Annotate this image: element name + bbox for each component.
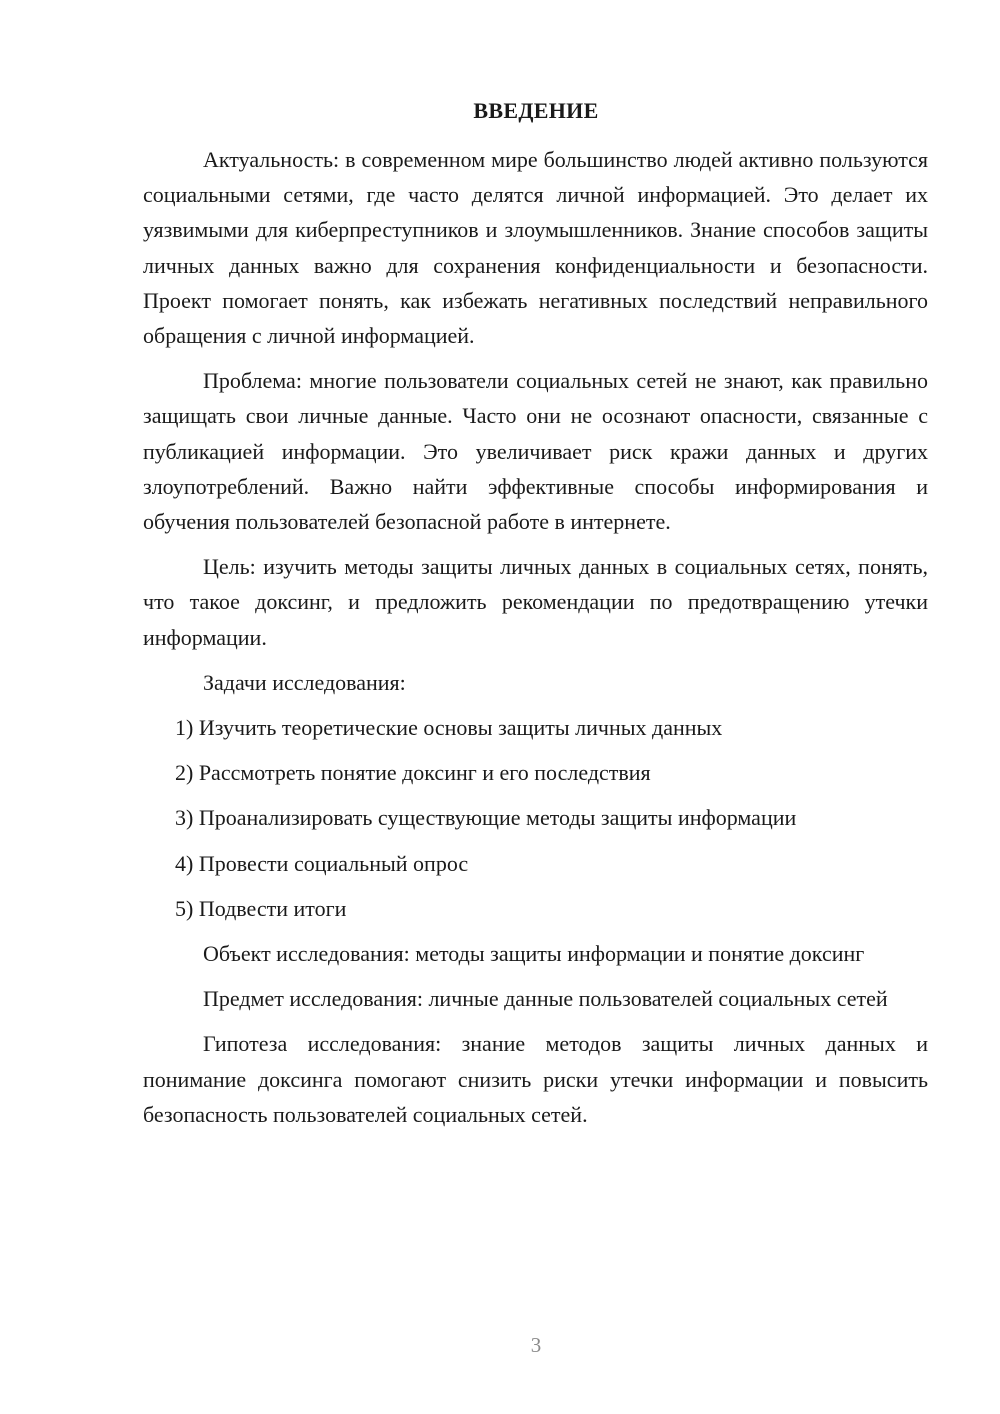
subject-paragraph: Предмет исследования: личные данные пользователей социальных сетей — [203, 986, 888, 1012]
goal-paragraph: Цель: изучить методы защиты личных данных в социальных сетях, понять, что такое доксинг, и предложить рекомендации по предотвращению утечки информации. — [143, 554, 928, 650]
relevance-paragraph: Актуальность: в современном мире большинство людей активно пользуются социальными сетями, где часто делятся личной информацией. Это делает их уязвимыми для киберпреступников и злоумышленников. Знание способов защиты личных данных важно для сохранения конфиденциальности и безопасности. Проект помогает понять, как избежать негативных последствий неправильного обращения с личной информацией. — [143, 147, 928, 349]
tasks-heading: Задачи исследования: — [203, 669, 406, 695]
page-number: 3 — [530, 1333, 542, 1357]
document-body — [143, 142, 928, 1132]
task-item-5: 5) Подвести итоги — [175, 895, 347, 921]
object-paragraph: Объект исследования: методы защиты информации и понятие доксинг — [203, 941, 865, 967]
problem-paragraph: Проблема: многие пользователи социальных сетей не знают, как правильно защищать свои личные данные. Часто они не осознают опасности, связанные с публикацией информации. Это увеличивает риск кражи данных и других злоупотреблений. Важно найти эффективные способы информирования и обучения пользователей безопасной работе в интернете. — [143, 368, 928, 535]
task-item-4: 4) Провести социальный опрос — [175, 850, 469, 876]
hypothesis-paragraph: Гипотеза исследования: знание методов защиты личных данных и понимание доксинга помогают снизить риски утечки информации и повысить безопасность пользователей социальных сетей. — [143, 1031, 928, 1127]
task-item-3: 3) Проанализировать существующие методы защиты информации — [175, 805, 797, 831]
page-title: ВВЕДЕНИЕ — [473, 98, 599, 123]
task-item-2: 2) Рассмотреть понятие доксинг и его последствия — [175, 760, 651, 786]
task-item-1: 1) Изучить теоретические основы защиты личных данных — [175, 715, 723, 741]
